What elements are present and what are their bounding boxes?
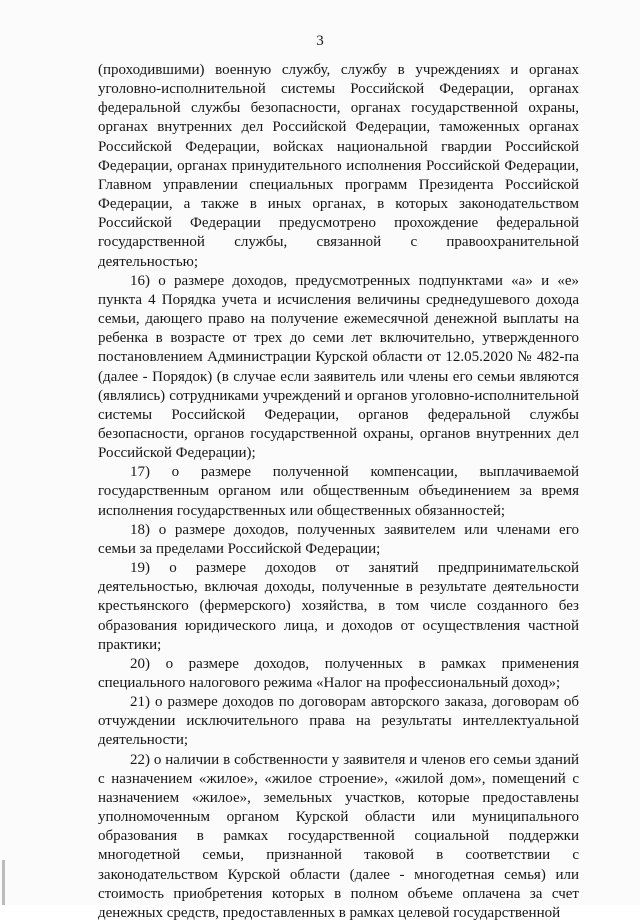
paragraph-22: 22) о наличии в собственности у заявителя и членов его семьи зданий с назначением «жилое», «жилое строение», «жилой дом», помещений с назначением «жилое», земельных участков, которые предоставлены уполномоченным органом Курской области или муниципального образования в рамках государственной социальной поддержки многодетной семьи, признанной таковой в соответствии с законодательством Курской области (далее - многодетная семья) или стоимость приобретения которых в полном объеме оплачена за счет денежных средств, предоставленных в рамках целевой государственной xyxy=(98,751,579,921)
document-body xyxy=(98,61,579,923)
paragraph-18: 18) о размере доходов, полученных заявителем или членами его семьи за пределами Российской Федерации; xyxy=(98,521,579,557)
paragraph-21: 21) о размере доходов по договорам авторского заказа, договорам об отчуждении исключительного права на результаты интеллектуальной деятельности; xyxy=(98,694,579,749)
paragraph-17: 17) о размере полученной компенсации, выплачиваемой государственным органом или общественным объединением за время исполнения государственных или общественных обязанностей; xyxy=(98,464,579,519)
paragraph-15-continuation: (проходившими) военную службу, службу в учреждениях и органах уголовно-исполнительной системы Российской Федерации, органах федеральной службы безопасности, органах государственной охраны, органах внутренних дел Российской Федерации, таможенных органах Российской Федерации, войсках национальной гвардии Российской Федерации, органах принудительного исполнения Российской Федерации, Главном управлении специальных программ Президента Российской Федерации, а также в иных органах, в которых законодательством Российской Федерации предусмотрено прохождение федеральной государственной службы, связанной с правоохранительной деятельностью; xyxy=(98,62,579,270)
paragraph-16: 16) о размере доходов, предусмотренных подпунктами «а» и «е» пункта 4 Порядка учета и исчисления величины среднедушевого дохода семьи, дающего право на получение ежемесячной денежной выплаты на ребенка в возрасте от трех до семи лет включительно, утвержденного постановлением Администрации Курской области от 12.05.2020 № 482-па (далее - Порядок) (в случае если заявитель или члены его семьи являются (являлись) сотрудниками учреждений и органов уголовно-исполнительной системы Российской Федерации, органов федеральной службы безопасности, органов государственной охраны, органов внутренних дел Российской Федерации); xyxy=(98,272,579,462)
paragraph-20: 20) о размере доходов, полученных в рамках применения специального налогового режима «Налог на профессиональный доход»; xyxy=(98,655,579,691)
paragraph-19: 19) о размере доходов от занятий предпринимательской деятельностью, включая доходы, полученные в результате деятельности крестьянского (фермерского) хозяйства, в том числе созданного без образования юридического лица, и доходов от осуществления частной практики; xyxy=(98,560,579,653)
scan-edge-mark xyxy=(2,860,5,905)
page-number: 3 xyxy=(316,33,324,49)
